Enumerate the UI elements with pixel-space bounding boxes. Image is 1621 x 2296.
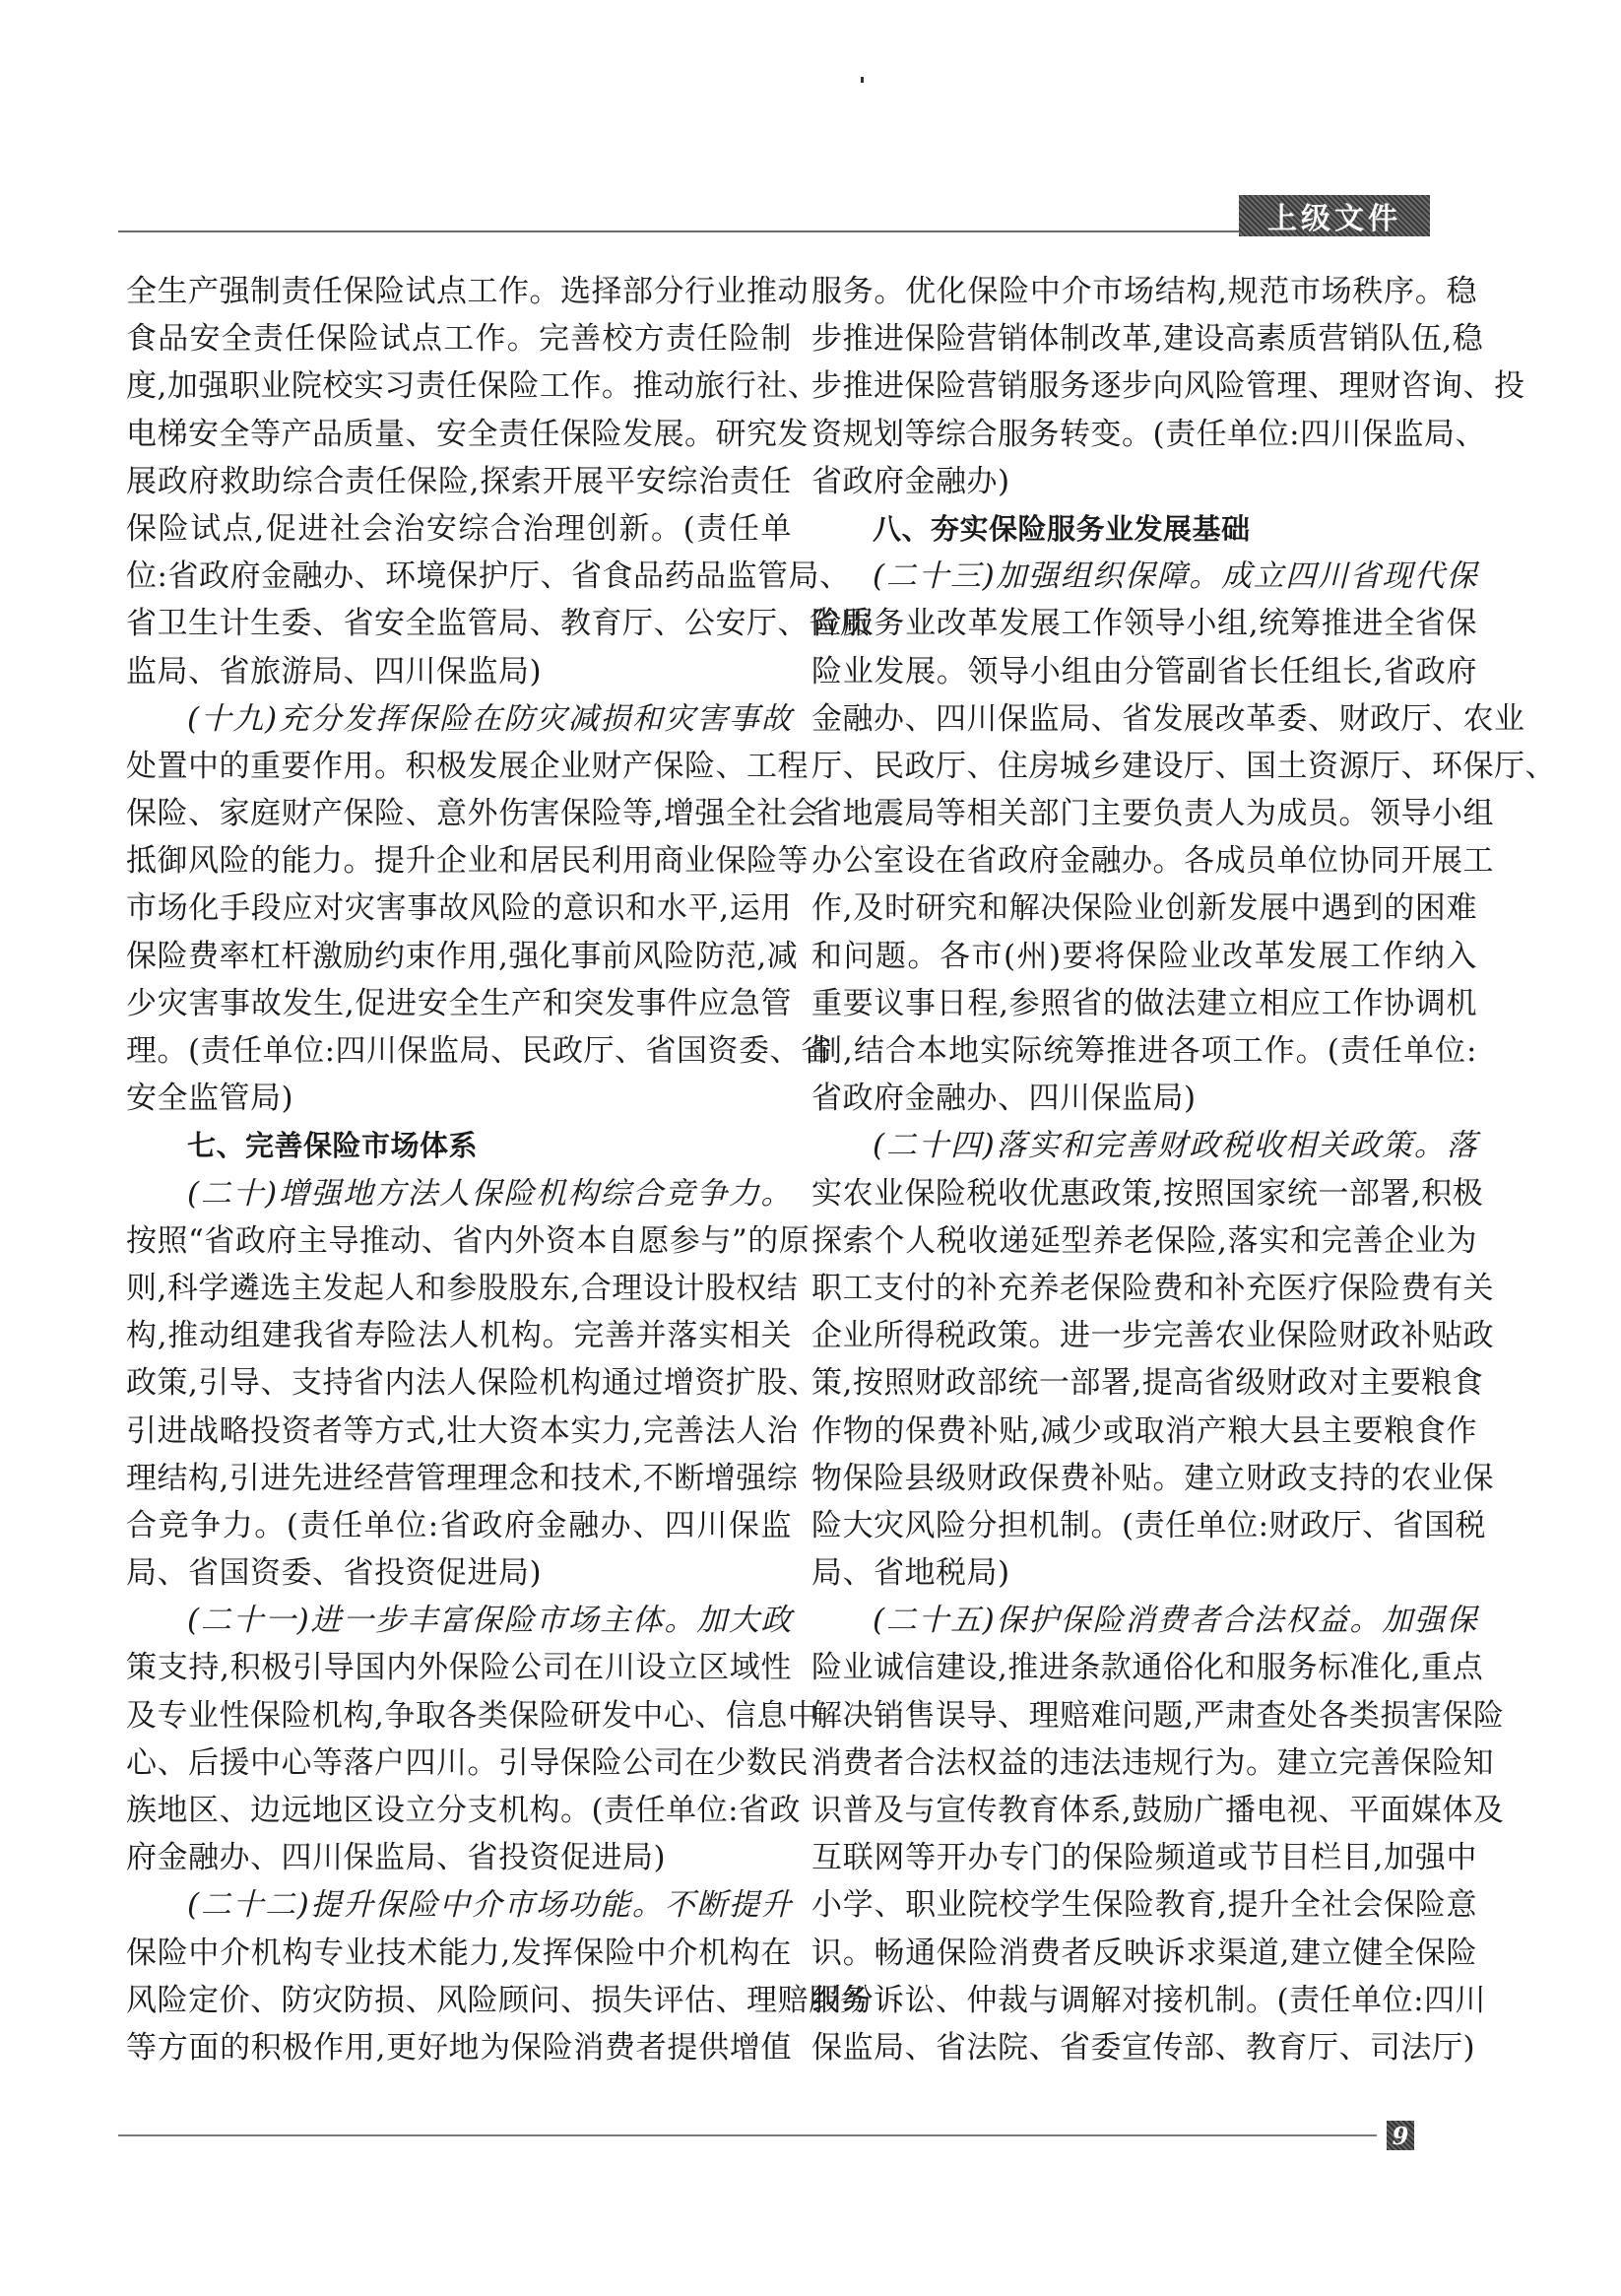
text-line: 和问题。各市(州)要将保险业改革发展工作纳入 [811,938,1477,974]
text-line: 及专业性保险机构,争取各类保险研发中心、信息中 [126,1697,819,1734]
text-line: 服务。优化保险中介市场结构,规范市场秩序。稳 [811,274,1477,309]
text-line: 心、后援中心等落户四川。引导保险公司在少数民 [126,1744,809,1781]
text-line: 重要议事日程,参照省的做法建立相应工作协调机 [811,985,1477,1021]
text-line: 展政府救助综合责任保险,探索开展平安综治责任 [126,463,792,499]
text-line: 则,科学遴选主发起人和参股股东,合理设计股权结 [126,1270,799,1306]
section-heading: 八、夯实保险服务业发展基础 [873,511,1251,546]
text-line: 局、省地税局) [811,1555,1010,1592]
text-line: 抵御风险的能力。提升企业和居民利用商业保险等 [126,843,809,880]
text-line: (十九)充分发挥保险在防灾减损和灾害事故 [187,700,792,737]
text-line: 位:省政府金融办、环境保护厅、省食品药品监管局、 [126,558,851,595]
text-line: 省政府金融办、四川保监局) [811,1081,1197,1117]
text-line: 合竞争力。(责任单位:省政府金融办、四川保监 [126,1507,792,1543]
text-line: 识普及与宣传教育体系,鼓励广播电视、平面媒体及 [811,1793,1505,1828]
text-line: 风险定价、防灾防损、风险顾问、损失评估、理赔服务 [126,1982,871,2018]
text-line: 职工支付的补充养老保险费和补充医疗保险费有关 [811,1270,1494,1306]
text-line: 步推进保险营销体制改革,建设高素质营销队伍,稳 [811,321,1484,358]
right-column [811,268,1556,2071]
text-line: 按照“省政府主导推动、省内外资本自愿参与”的原 [126,1222,810,1259]
text-line: 制,结合本地实际统筹推进各项工作。(责任单位: [811,1033,1477,1069]
text-line: 安全监管局) [126,1081,294,1117]
text-line: 理结构,引进先进经营管理理念和技术,不断增强综 [126,1460,799,1496]
text-line: 金融办、四川保监局、省发展改革委、财政厅、农业 [811,700,1525,737]
text-line: 省卫生计生委、省安全监管局、教育厅、公安厅、省质 [126,606,871,642]
text-line: 消费者合法权益的违法违规行为。建立完善保险知 [811,1744,1494,1781]
text-line: 作,及时研究和解决保险业创新发展中遇到的困难 [811,890,1477,927]
text-line: 等方面的积极作用,更好地为保险消费者提供增值 [126,2029,792,2066]
text-line: 全生产强制责任保险试点工作。选择部分行业推动 [126,274,809,309]
text-line: 险业发展。领导小组由分管副省长任组长,省政府 [811,653,1477,689]
text-line: 纠纷诉讼、仲裁与调解对接机制。(责任单位:四川 [811,1982,1487,2018]
text-line: 食品安全责任保险试点工作。完善校方责任险制 [126,321,792,358]
page-number: 9 [1387,2121,1414,2150]
text-line: 市场化手段应对灾害事故风险的意识和水平,运用 [126,890,792,927]
left-column [126,268,871,2071]
text-line: 险业诚信建设,推进条款通俗化和服务标准化,重点 [811,1650,1484,1686]
footer-rule [118,2134,1377,2136]
text-line: 族地区、边远地区设立分支机构。(责任单位:省政 [126,1793,802,1828]
text-line: 资规划等综合服务转变。(责任单位:四川保监局、 [811,416,1487,452]
text-line: 电梯安全等产品质量、安全责任保险发展。研究发 [126,416,809,452]
text-line: 少灾害事故发生,促进安全生产和突发事件应急管 [126,985,792,1021]
text-line: 策支持,积极引导国内外保险公司在川设立区域性 [126,1650,792,1686]
text-line: 省地震局等相关部门主要负责人为成员。领导小组 [811,796,1494,832]
text-line: (二十二)提升保险中介市场功能。不断提升 [187,1887,792,1924]
section-heading: 七、完善保险市场体系 [187,1129,479,1163]
text-line: (二十三)加强组织保障。成立四川省现代保 [873,558,1477,595]
text-line: 保监局、省法院、省委宣传部、教育厅、司法厅) [811,2029,1476,2066]
text-line: 作物的保费补贴,减少或取消产粮大县主要粮食作 [811,1412,1477,1449]
text-line: 监局、省旅游局、四川保监局) [126,653,543,689]
text-line: 险服务业改革发展工作领导小组,统筹推进全省保 [811,606,1477,642]
text-line: 保险试点,促进社会治安综合治理创新。(责任单 [126,510,792,547]
text-line: 构,推动组建我省寿险法人机构。完善并落实相关 [126,1318,792,1354]
text-line: 保险、家庭财产保险、意外伤害保险等,增强全社会 [126,796,819,832]
text-line: (二十四)落实和完善财政税收相关政策。落 [873,1128,1477,1164]
text-line: 办公室设在省政府金融办。各成员单位协同开展工 [811,843,1494,880]
text-line: 识。畅通保险消费者反映诉求渠道,建立健全保险 [811,1935,1477,1971]
text-line: 探索个人税收递延型养老保险,落实和完善企业为 [811,1222,1477,1259]
text-line: 厅、民政厅、住房城乡建设厅、国土资源厅、环保厅、 [811,748,1556,784]
text-line: 度,加强职业院校实习责任保险工作。推动旅行社、 [126,368,819,405]
text-line: 险大灾风险分担机制。(责任单位:财政厅、省国税 [811,1507,1487,1543]
text-line: 步推进保险营销服务逐步向风险管理、理财咨询、投 [811,368,1525,405]
text-line: 理。(责任单位:四川保监局、民政厅、省国资委、省 [126,1033,832,1069]
text-line: 保险费率杠杆激励约束作用,强化事前风险防范,减 [126,938,799,974]
text-line: (二十一)进一步丰富保险市场主体。加大政 [187,1603,792,1639]
text-line: 省政府金融办) [811,463,1010,499]
text-line: (二十五)保护保险消费者合法权益。加强保 [873,1603,1477,1639]
text-line: 实农业保险税收优惠政策,按照国家统一部署,积极 [811,1175,1484,1212]
text-line: 策,按照财政部统一部署,提高省级财政对主要粮食 [811,1365,1484,1402]
text-line: 局、省国资委、省投资促进局) [126,1555,543,1592]
text-line: 保险中介机构专业技术能力,发挥保险中介机构在 [126,1935,792,1971]
scan-mark [861,77,864,83]
text-line: 互联网等开办专门的保险频道或节目栏目,加强中 [811,1840,1477,1876]
text-line: (二十)增强地方法人保险机构综合竞争力。 [187,1175,792,1212]
text-line: 引进战略投资者等方式,壮大资本实力,完善法人治 [126,1412,799,1449]
text-line: 企业所得税政策。进一步完善农业保险财政补贴政 [811,1318,1494,1354]
text-line: 物保险县级财政保费补贴。建立财政支持的农业保 [811,1460,1494,1496]
text-line: 处置中的重要作用。积极发展企业财产保险、工程 [126,748,809,784]
text-line: 政策,引导、支持省内法人保险机构通过增资扩股、 [126,1365,819,1402]
text-line: 府金融办、四川保监局、省投资促进局) [126,1840,667,1876]
section-tag: 上级文件 [1239,195,1430,236]
text-line: 解决销售误导、理赔难问题,严肃查处各类损害保险 [811,1697,1505,1734]
text-line: 小学、职业院校学生保险教育,提升全社会保险意 [811,1887,1477,1924]
header-rule [118,230,1241,232]
